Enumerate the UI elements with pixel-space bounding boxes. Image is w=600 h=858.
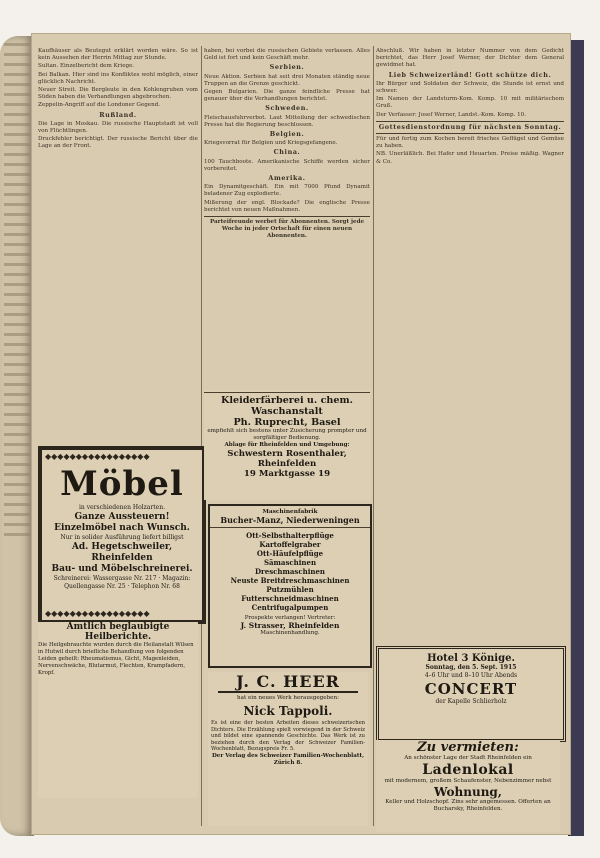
article-text: Fleischausfuhrverbot. Laut Mitteilung der schwedischen Presse hat die Regierung beschlossen. — [204, 114, 370, 128]
diamond-ornament: ◆◆◆◆◆◆◆◆◆◆◆◆◆◆◆◆◆ — [45, 452, 150, 461]
diamond-ornament: ◆◆◆◆◆◆◆◆◆◆◆◆◆◆◆◆◆ — [45, 609, 150, 618]
article-text: Mißerung der engl. Blockade? Die englische Presse berichtet von neuen Maßnahmen. — [204, 199, 370, 213]
article-text: Gegen Bulgarien. Die ganze feindliche Presse hat genauer über die Verhandlungen berichtet. — [204, 89, 370, 103]
ad-text: der Kapelle Schlierholz — [435, 698, 507, 705]
column-divider — [373, 46, 374, 826]
ad-text: mit modernem, großem Schaufenster, Nebenzimmer nebst — [384, 778, 552, 784]
ad-text: Nur in solider Ausführung liefert billigst — [60, 534, 184, 541]
section-heading: Serbien. — [269, 63, 305, 72]
party-notice: Parteifreunde werbet für Abonnenten. Sorgt jede Woche in jeder Ortschaft für einen neuen Abonnenten. — [209, 219, 365, 240]
hotel-concert-ad — [376, 646, 566, 742]
article-text: Für und fertig zum Kochen bereit frisches Geflügel und Gemüse zu haben. — [376, 136, 564, 150]
ad-title: Zu vermieten: — [417, 740, 519, 755]
machine-list — [210, 531, 370, 612]
section-heading: Schweden. — [265, 104, 309, 113]
article-text: Abschluß. Wir haben in letzter Nummer von dem Gedicht berichtet, das Herr Josef Werner, der Dichter dem General gewidmet hat. — [376, 48, 564, 69]
column-divider — [201, 46, 202, 826]
ad-text: Ganze Aussteuern! Einzelmöbel nach Wunsch. — [54, 512, 190, 533]
list-item: Neuste Breitdreschmaschinen — [230, 576, 350, 585]
ad-text: empfiehlt sich bestens unter Zusicherung prompter und sorgfältiger Bedienung. — [207, 428, 367, 441]
ad-title: Amtlich beglaubigte Heilberichte. — [66, 622, 170, 642]
article-text: haben, bei vorbei die russischen Gebiete verlassen. Alles Geld ist fort und kein Geschäft mehr. — [204, 48, 370, 62]
section-heading: Gottesdienstordnung für nächsten Sonntag. — [378, 122, 562, 131]
list-item: Ott-Selbsthalterpflüge — [246, 531, 334, 540]
list-item: Dreschmaschinen — [254, 567, 326, 576]
article-text: Neue Aktion. Serbien hat seit drei Monaten ständig neue Truppen an die Grenze geschickt. — [204, 73, 370, 87]
newspaper-page — [32, 34, 570, 834]
ad-text: Ablage für Rheinfelden und Umgebung: — [224, 442, 350, 448]
section-heading: Rußland. — [99, 110, 137, 119]
article-text: Die Lage in Moskau. Die russische Hauptstadt ist voll von Flüchtlingen. — [38, 120, 198, 135]
heer-book-ad — [208, 672, 368, 826]
article-text: Der Verfasser: Josef Werner, Landst.-Kom. Komp. 10. — [376, 111, 527, 118]
ad-text: Es ist eine der besten Arbeiten dieses schweizerischen Dichters. Die Erzählung spielt vorwiegend in der Schweiz und bildet eine spannende Geschichte. Das Werk ist zu beziehen durch den Verlag der Schweizer Familien-Wochenblatt, Bezugspreis Fr. 5. — [211, 720, 365, 753]
ad-text: Sonntag, den 5. Sept. 1915 — [425, 664, 517, 671]
ad-title: J. C. HEER — [218, 672, 358, 693]
ad-text: Bau- und Möbelschreinerei. — [51, 564, 193, 574]
article-text: Ein Dynamitgeschäft. Ein mit 7000 Pfund Dynamit beladener Zug explodierte. — [204, 184, 370, 198]
poem-text: Ihr Bürger und Soldaten der Schweiz, die Stunde ist ernst und schwer. — [376, 80, 564, 95]
article-text: Sultan. Einzelbericht dem Kriege. — [38, 63, 135, 70]
article-text: Neuer Streit. Die Bergleute in den Kohlengruben vom Süden haben die Verhandlungen abgebrochen. — [38, 87, 198, 101]
list-item: Centrifugalpumpen — [251, 603, 329, 612]
ad-text: 4–6 Uhr und 8–10 Uhr Abends — [424, 672, 518, 679]
kleiderfaerberei-ad — [204, 390, 370, 500]
rental-ad — [376, 740, 560, 832]
article-text: Zeppelin-Angriff auf die Londoner Gegend. — [38, 102, 161, 109]
ad-text: Schwestern Rosenthaler, Rheinfelden — [227, 449, 347, 469]
ad-title: Kleiderfärberei u. chem. Waschanstalt — [220, 395, 354, 417]
ad-title: Hotel 3 Könige. — [427, 653, 515, 664]
article-text: Kaufhäuser als Beutegut erklärt worden wäre. So ist kein Aussehen der Herrin Mittag zur Stunde. — [38, 48, 198, 62]
ad-text: Keller und Holzschopf. Zins sehr angemessen. Offerten an Bucharsky, Rheinfelden. — [385, 799, 551, 812]
poem-title: Lieb Schweizerländ! Gott schütze dich. — [388, 70, 552, 79]
ad-text: in verschiedenen Holzarten. — [79, 504, 165, 511]
ad-owner: Ph. Ruprecht, Basel — [233, 417, 341, 428]
ad-text: Schreinerei: Wassergasse Nr. 217 · Magazin: Quellengasse Nr. 25 · Telephon Nr. 68 — [53, 575, 191, 590]
ad-title: Bucher-Manz, Niederweningen — [220, 515, 360, 525]
ad-text: Die Heilgebrauchte wurden durch die Heilanstalt Wilsen in Hutwil durch briefliche Behandlung von folgenden Leiden geheilt: Rheumatismus, Gicht, Magenleiden, Nervenschwäche, Blutarmut, Flechten, Krampfadern, Kropf. — [38, 642, 194, 676]
ad-text: J. Strasser, Rheinfelden — [240, 621, 340, 630]
section-heading: Belgien. — [269, 130, 305, 139]
article-column-2 — [204, 48, 370, 398]
ad-text: Maschinenhandlung. — [260, 630, 320, 636]
ad-heading: Maschinenfabrik — [262, 509, 318, 515]
ad-text: Ladenlokal — [422, 762, 514, 778]
ad-text: Der Verlag des Schweizer Familien-Wochenblatt, Zürich 8. — [211, 752, 365, 766]
heilberichte-notice — [38, 622, 198, 798]
article-text: Druckfehler berichtigt. Der russische Bericht über die Lage an der Front. — [38, 136, 198, 150]
article-text: Bei Balkan. Hier sind ins Konfliktes wohl möglich, einer glücklich Nachricht. — [38, 71, 198, 85]
ad-text: Ad. Hegetschweiler, Rheinfelden — [71, 542, 173, 563]
ad-title: Möbel — [60, 464, 184, 504]
book-title: Nick Tappoli. — [243, 704, 333, 718]
moebel-ad — [38, 446, 206, 624]
article-column-1 — [38, 48, 198, 480]
ad-text: Prospekte verlangen! Vertreter: — [244, 615, 336, 621]
article-column-3 — [376, 48, 564, 572]
ad-text: An schönster Lage der Stadt Rheinfelden ein — [404, 755, 532, 761]
ad-text: hat ein neues Werk herausgegeben: — [237, 695, 339, 701]
list-item: Ott-Häufelpflüge — [256, 549, 324, 558]
left-page-edge — [0, 36, 34, 836]
ad-text: 19 Marktgasse 19 — [243, 469, 331, 479]
article-text: Im Namen der Landsturm-Kom. Komp. 10 mit militärischem Gruß. — [376, 96, 564, 110]
book-spine — [568, 40, 584, 836]
article-text: 100 Tauchboote. Amerikanische Schiffe werden sicher vorbereitet. — [204, 158, 370, 172]
maschinenfabrik-ad — [208, 504, 372, 668]
section-heading: Amerika. — [268, 174, 306, 183]
list-item: Sämaschinen — [263, 558, 317, 567]
ad-text: CONCERT — [424, 680, 518, 698]
article-text: NB. Unerläßlich. Bei Hafer und Heuarten. Preise mäßig. Wagner & Co. — [376, 151, 564, 165]
ad-text: Wohnung, — [434, 785, 502, 799]
list-item: Putzmühlen — [266, 585, 314, 594]
article-text: Kriegsvorrat für Belgien und Kriegsgefangene. — [204, 140, 338, 147]
list-item: Kartoffelgraber — [259, 540, 321, 549]
section-heading: China. — [273, 148, 301, 157]
list-item: Futterschneidmaschinen — [241, 594, 339, 603]
